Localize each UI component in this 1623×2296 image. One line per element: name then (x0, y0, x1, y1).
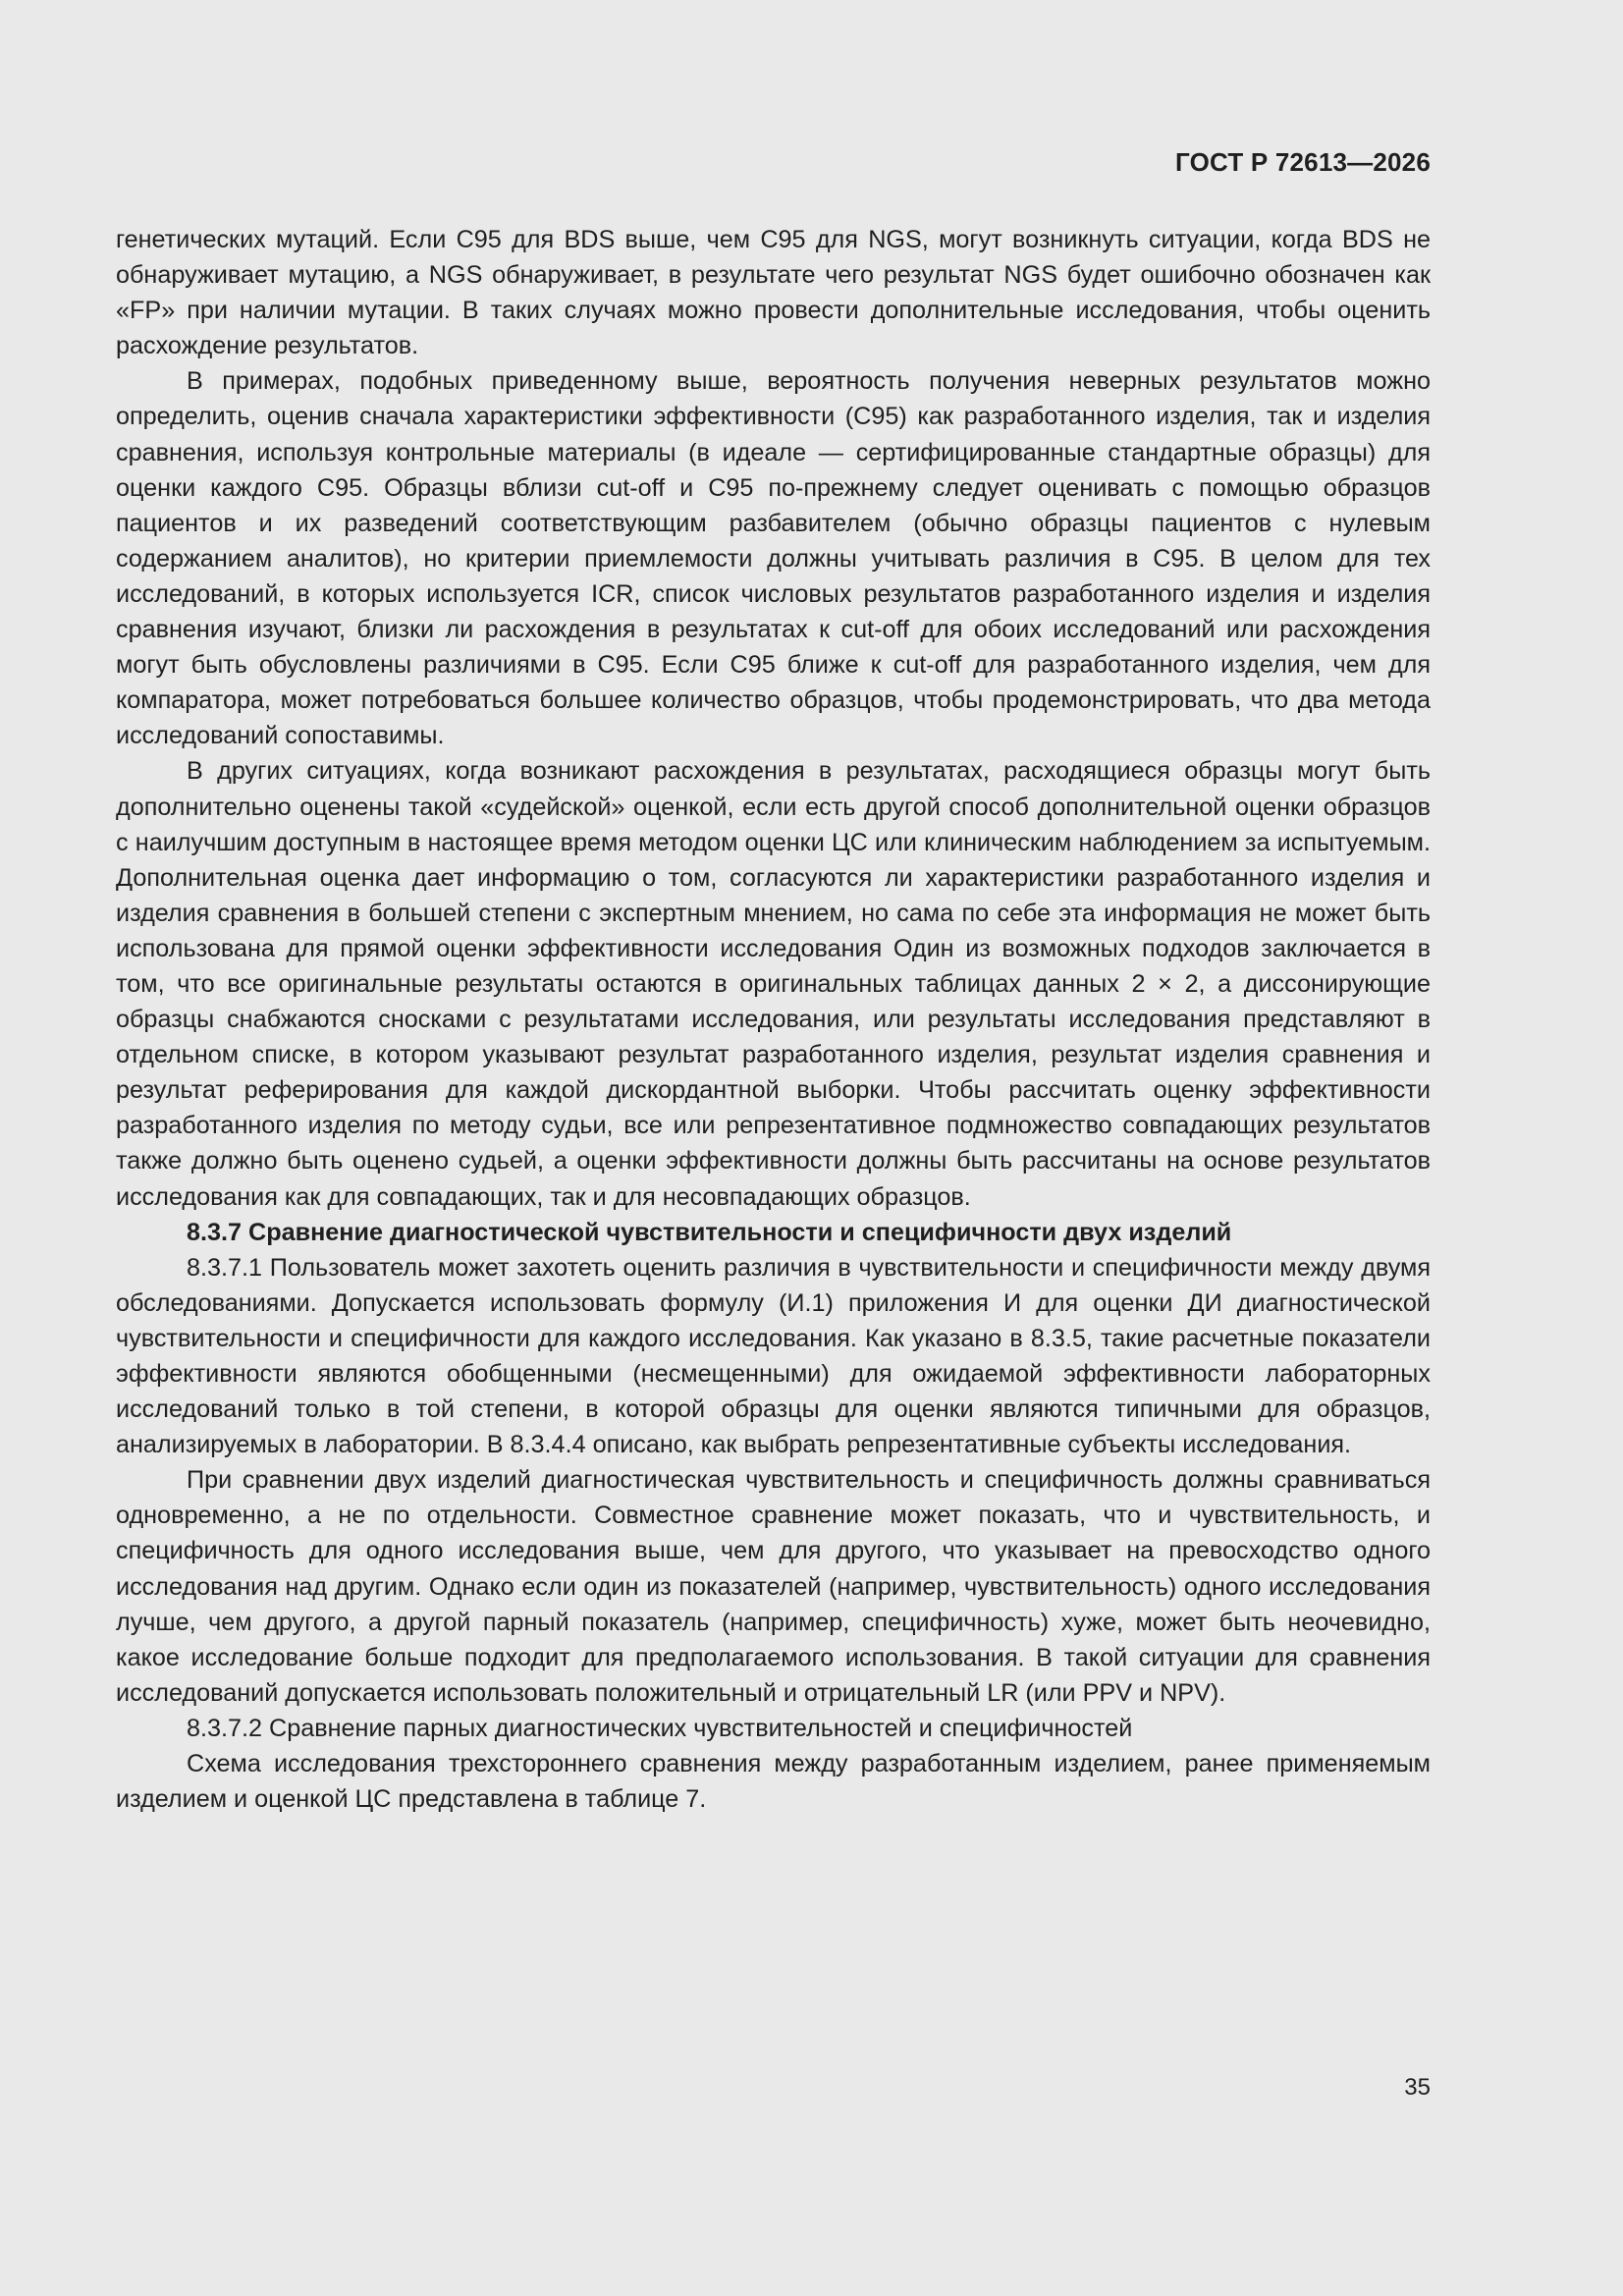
paragraph: При сравнении двух изделий диагностическая чувствительность и специфичность должны сравниваться одновременно, а не по отдельности. Совместное сравнение может показать, что и чувствительность, и специфичность для одного исследования выше, чем для другого, что указывает на превосходство одного исследования над другим. Однако если один из показателей (например, чувствительность) одного исследования лучше, чем другого, а другой парный показатель (например, специфичность) хуже, может быть неочевидно, какое исследование больше подходит для предполагаемого использования. В такой ситуации для сравнения исследований допускается использовать положительный и отрицательный LR (или PPV и NPV). (116, 1466, 1431, 1707)
paragraph-continuation: генетических мутаций. Если C95 для BDS выше, чем C95 для NGS, могут возникнуть ситуации, когда BDS не обнаруживает мутацию, а NGS обнаруживает, в результате чего результат NGS будет ошибочно обозначен как «FP» при наличии мутации. В таких случаях можно провести дополнительные исследования, чтобы оценить расхождение результатов. (116, 226, 1431, 360)
section-heading-8-3-7: 8.3.7 Сравнение диагностической чувствительности и специфичности двух изделий (187, 1218, 1232, 1246)
paragraph: Схема исследования трехстороннего сравнения между разработанным изделием, ранее применяемым изделием и оценкой ЦС представлена в таблице 7. (116, 1750, 1431, 1814)
paragraph-8-3-7-1: 8.3.7.1 Пользователь может захотеть оценить различия в чувствительности и специфичности между двумя обследованиями. Допускается использовать формулу (И.1) приложения И для оценки ДИ диагностической чувствительности и специфичности для каждого исследования. Как указано в 8.3.5, такие расчетные показатели эффективности являются обобщенными (несмещенными) для ожидаемой эффективности лабораторных исследований только в той степени, в которой образцы для оценки являются типичными для образцов, анализируемых в лаборатории. В 8.3.4.4 описано, как выбрать репрезентативные субъекты исследования. (116, 1253, 1431, 1459)
document-body (116, 222, 1431, 1817)
paragraph: В других ситуациях, когда возникают расхождения в результатах, расходящиеся образцы могут быть дополнительно оценены такой «судейской» оценкой, если есть другой способ дополнительной оценки образцов с наилучшим доступным в настоящее время методом оценки ЦС или клиническим наблюдением за испытуемым. Дополнительная оценка дает информацию о том, согласуются ли характеристики разработанного изделия и изделия сравнения в большей степени с экспертным мнением, но сама по себе эта информация не может быть использована для прямой оценки эффективности исследования Один из возможных подходов заключается в том, что все оригинальные результаты остаются в оригинальных таблицах данных 2 × 2, а диссонирующие образцы снабжаются сносками с результатами исследования, или результаты исследования представляют в отдельном списке, в котором указывают результат разработанного изделия, результат изделия сравнения и результат реферирования для каждой дискордантной выборки. Чтобы рассчитать оценку эффективности разработанного изделия по методу судьи, все или репрезентативное подмножество совпадающих результатов также должно быть оценено судьей, а оценки эффективности должны быть рассчитаны на основе результатов исследования как для совпадающих, так и для несовпадающих образцов. (116, 757, 1431, 1211)
document-standard-id: ГОСТ Р 72613—2026 (1175, 147, 1431, 177)
page-number: 35 (1404, 2074, 1431, 2101)
subsection-title-8-3-7-2: 8.3.7.2 Сравнение парных диагностических чувствительностей и специфичностей (187, 1714, 1133, 1742)
paragraph: В примерах, подобных приведенному выше, вероятность получения неверных результатов можно определить, оценив сначала характеристики эффективности (С95) как разработанного изделия, так и изделия сравнения, используя контрольные материалы (в идеале — сертифицированные стандартные образцы) для оценки каждого С95. Образцы вблизи cut-off и С95 по-прежнему следует оценивать с помощью образцов пациентов и их разведений соответствующим разбавителем (обычно образцы пациентов с нулевым содержанием аналитов), но критерии приемлемости должны учитывать различия в С95. В целом для тех исследований, в которых используется ICR, список числовых результатов разработанного изделия и изделия сравнения изучают, близки ли расхождения в результатах к cut-off для обоих исследований или расхождения могут быть обусловлены различиями в С95. Если С95 ближе к cut-off для разработанного изделия, чем для компаратора, может потребоваться большее количество образцов, чтобы продемонстрировать, что два метода исследований сопоставимы. (116, 367, 1431, 750)
